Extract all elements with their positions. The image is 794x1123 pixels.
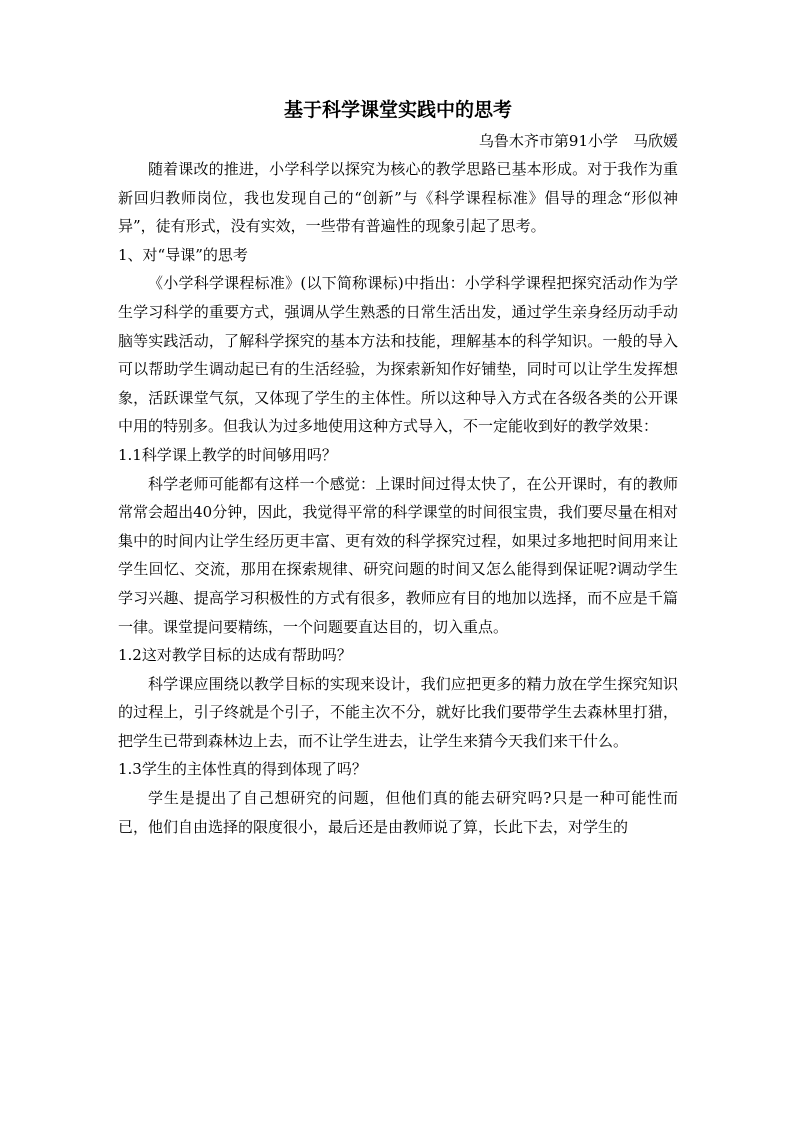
subsection-1-1-paragraph: 科学老师可能都有这样一个感觉：上课时间过得太快了，在公开课时，有的教师常常会超出40分钟，因此，我觉得平常的科学课堂的时间很宝贵，我们要尽量在相对集中的时间内让学生经历更丰富、更有效的科学探究过程，如果过多地把时间用来让学生回忆、交流，那用在探索规律、研究问题的时间又怎么能得到保证呢?调动学生学习兴趣、提高学习积极性的方式有很多，教师应有目的地加以选择，而不应是千篇一律。课堂提问要精练，一个问题要直达目的，切入重点。 xyxy=(118,474,678,636)
subsection-1-3-paragraph: 学生是提出了自己想研究的问题，但他们真的能去研究吗?只是一种可能性而已，他们自由选择的限度很小，最后还是由教师说了算，长此下去，对学生的 xyxy=(118,789,678,836)
document-title: 基于科学课堂实践中的思考 xyxy=(283,99,512,121)
subsection-1-1-heading: 1.1科学课上教学的时间够用吗？ xyxy=(118,445,337,464)
intro-paragraph: 随着课改的推进，小学科学以探究为核心的教学思路已基本形成。对于我作为重新回归教师岗位，我也发现自己的“创新”与《科学课程标准》倡导的理念“形似神异”，徒有形式，没有实效，一些带有普遍性的现象引起了思考。 xyxy=(118,160,678,236)
section-1-heading: 1、对“导课”的思考 xyxy=(118,245,248,264)
subsection-1-2-heading: 1.2这对教学目标的达成有帮助吗？ xyxy=(118,646,352,665)
author-byline: 乌鲁木齐市第91小学 马欣媛 xyxy=(478,132,678,150)
subsection-1-2-paragraph: 科学课应围绕以教学目标的实现来设计，我们应把更多的精力放在学生探究知识的过程上，引子终就是个引子，不能主次不分，就好比我们要带学生去森林里打猎，把学生已带到森林边上去，而不让学生进去，让学生来猜今天我们来干什么。 xyxy=(118,674,678,750)
subsection-1-3-heading: 1.3学生的主体性真的得到体现了吗？ xyxy=(118,760,367,779)
section-1-paragraph: 《小学科学课程标准》(以下简称课标)中指出：小学科学课程把探究活动作为学生学习科学的重要方式，强调从学生熟悉的日常生活出发，通过学生亲身经历动手动脑等实践活动，了解科学探究的基本方法和技能，理解基本的科学知识。一般的导入可以帮助学生调动起已有的生活经验，为探索新知作好铺垫，同时可以让学生发挥想象，活跃课堂气氛，又体现了学生的主体性。所以这种导入方式在各级各类的公开课中用的特别多。但我认为过多地使用这种方式导入，不一定能收到好的教学效果： xyxy=(118,274,678,436)
document-page xyxy=(118,95,678,841)
